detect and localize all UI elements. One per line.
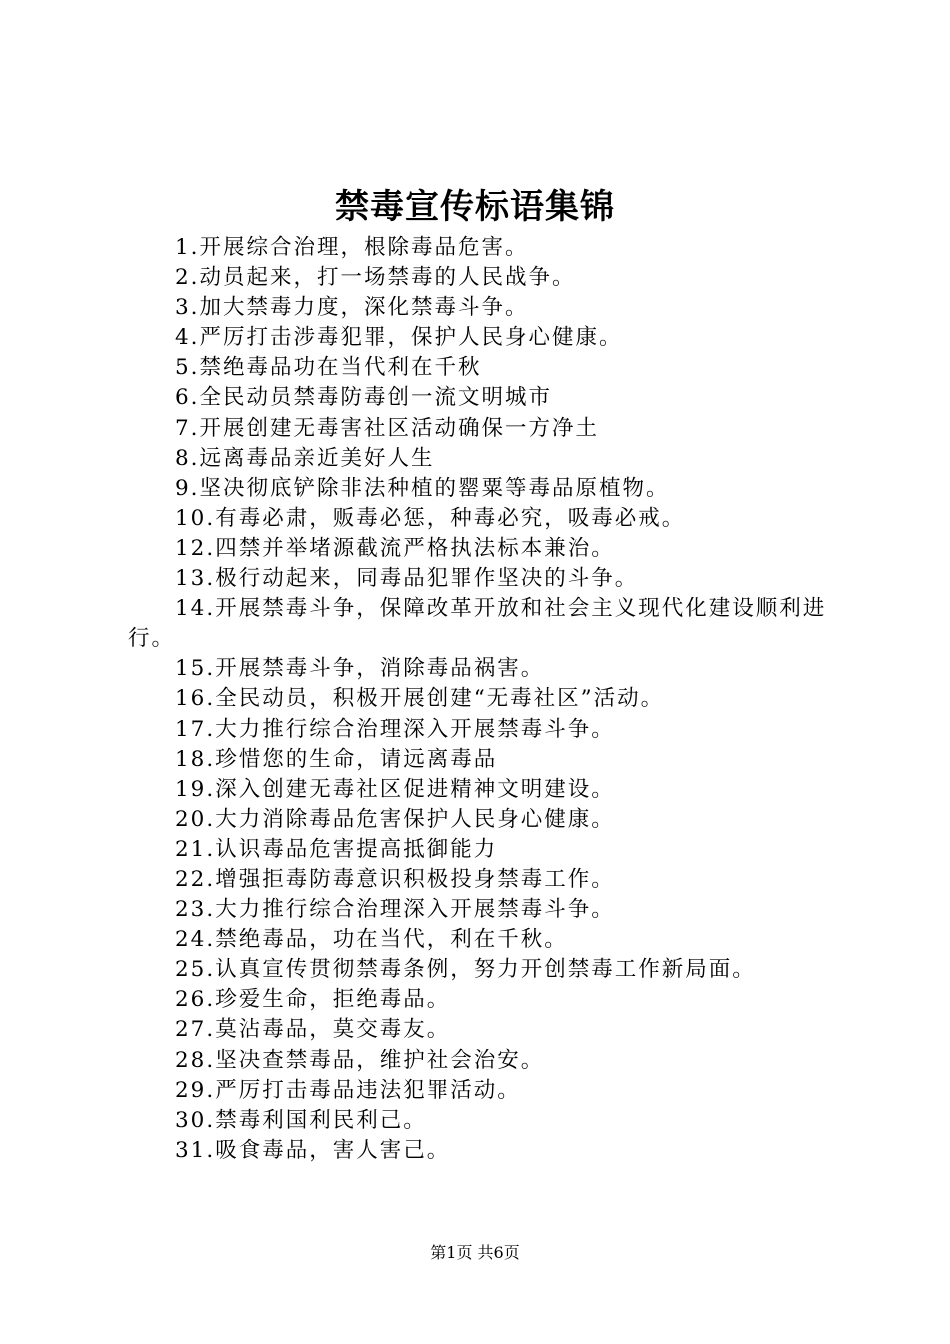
- list-item: 23.大力推行综合治理深入开展禁毒斗争。: [175, 897, 615, 923]
- slogan-list: [128, 233, 848, 1166]
- list-item: 1.开展综合治理，根除毒品危害。: [175, 235, 529, 260]
- list-item: 22.增强拒毒防毒意识积极投身禁毒工作。: [175, 866, 615, 892]
- list-item: 18.珍惜您的生命，请远离毒品: [175, 746, 498, 772]
- list-item: 25.认真宣传贯彻禁毒条例，努力开创禁毒工作新局面。: [175, 957, 756, 983]
- list-item: 26.珍爱生命，拒绝毒品。: [175, 987, 451, 1013]
- list-item: 27.莫沾毒品，莫交毒友。: [175, 1017, 451, 1043]
- list-item: 14.开展禁毒斗争，保障改革开放和社会主义现代化建设顺利进行。: [128, 596, 827, 652]
- list-item: 19.深入创建无毒社区促进精神文明建设。: [175, 776, 615, 802]
- list-item: 21.认识毒品危害提高抵御能力: [175, 836, 498, 862]
- page-footer: 第1页 共6页: [430, 1243, 520, 1262]
- list-item: 24.禁绝毒品，功在当代，利在千秋。: [175, 927, 568, 953]
- list-item: 31.吸食毒品，害人害己。: [175, 1137, 451, 1163]
- list-item: 6.全民动员禁毒防毒创一流文明城市: [175, 385, 553, 411]
- list-item: 12.四禁并举堵源截流严格执法标本兼治。: [175, 535, 615, 561]
- list-item: 8.远离毒品亲近美好人生: [175, 445, 435, 471]
- list-item: 29.严厉打击毒品违法犯罪活动。: [175, 1077, 521, 1103]
- list-item: 28.坚决查禁毒品，维护社会治安。: [175, 1047, 545, 1073]
- list-item: 9.坚决彻底铲除非法种植的罂粟等毒品原植物。: [175, 475, 670, 501]
- list-item: 10.有毒必肃，贩毒必惩，种毒必究，吸毒必戒。: [175, 505, 686, 531]
- list-item: 7.开展创建无毒害社区活动确保一方净土: [175, 415, 600, 441]
- list-item: 20.大力消除毒品危害保护人民身心健康。: [175, 806, 615, 832]
- list-item: 30.禁毒利国利民利己。: [175, 1107, 427, 1133]
- list-item: 2.动员起来，打一场禁毒的人民战争。: [175, 265, 576, 291]
- list-item: 16.全民动员，积极开展创建“无毒社区”活动。: [175, 686, 665, 712]
- list-item: 3.加大禁毒力度，深化禁毒斗争。: [175, 295, 529, 321]
- list-item: 17.大力推行综合治理深入开展禁毒斗争。: [175, 716, 615, 742]
- list-item: 4.严厉打击涉毒犯罪，保护人民身心健康。: [175, 325, 623, 351]
- list-item: 15.开展禁毒斗争，消除毒品祸害。: [175, 656, 545, 682]
- list-item: 5.禁绝毒品功在当代利在千秋: [175, 355, 482, 381]
- list-item: 13.极行动起来，同毒品犯罪作坚决的斗争。: [175, 566, 639, 592]
- document-title: 禁毒宣传标语集锦: [335, 187, 615, 227]
